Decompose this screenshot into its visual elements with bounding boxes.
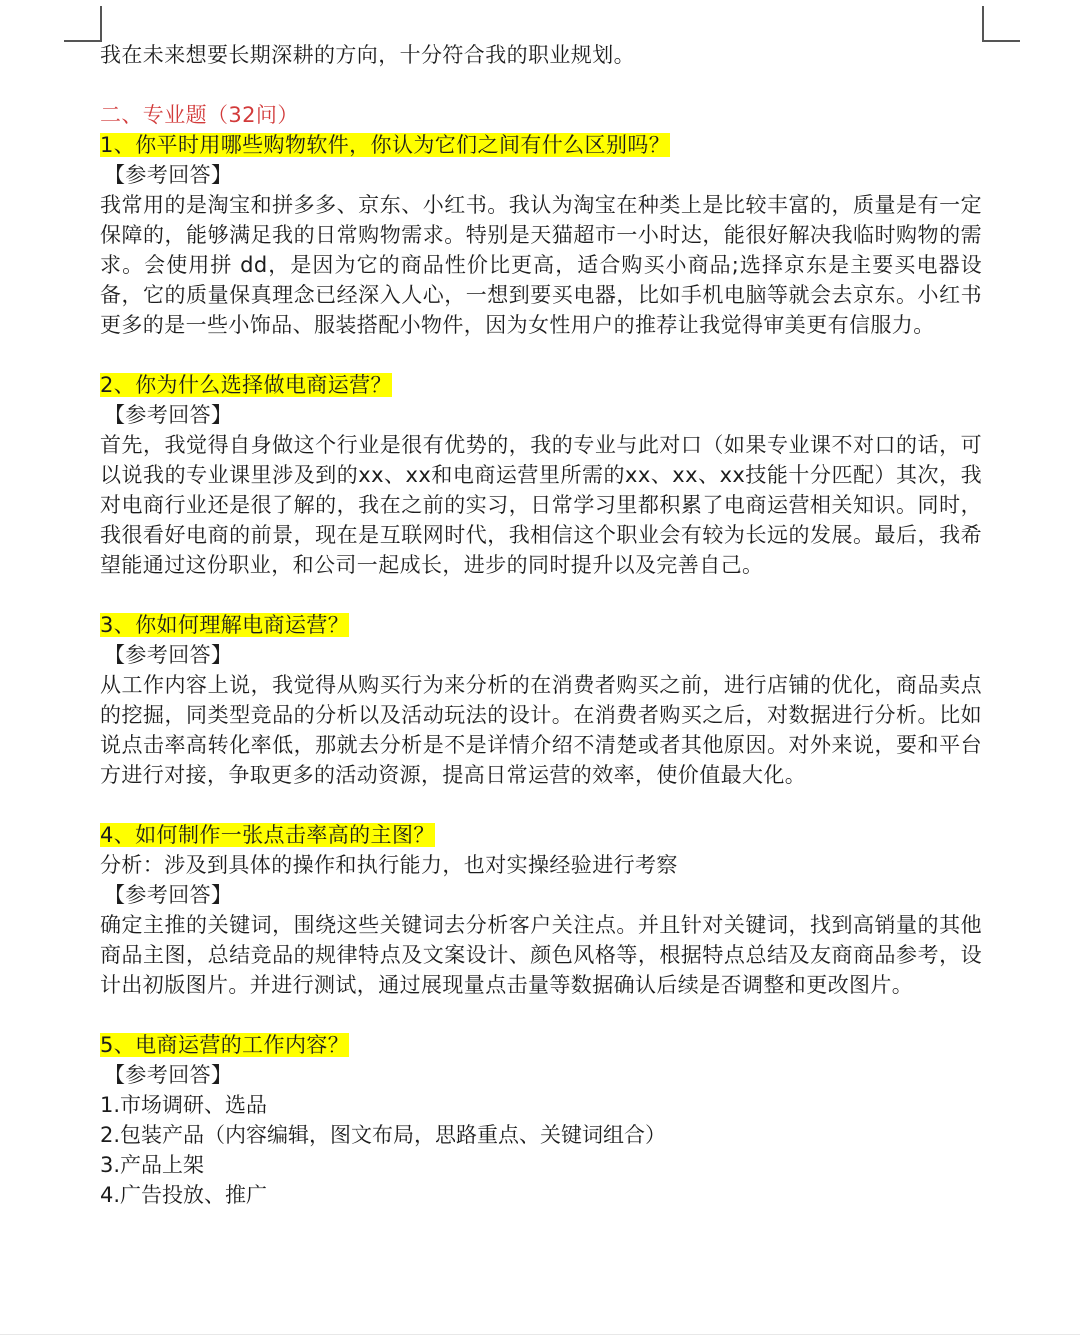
list-item: 1.市场调研、选品 [100, 1093, 268, 1117]
question-title: 1、你平时用哪些购物软件，你认为它们之间有什么区别吗？ [100, 133, 671, 157]
spacer [100, 580, 982, 610]
answer-label: 【参考回答】 [104, 403, 233, 427]
question-3 [100, 610, 982, 640]
page-corner-mark-right [982, 6, 1020, 42]
question-4 [100, 820, 982, 850]
answer-label: 【参考回答】 [104, 1063, 233, 1087]
page-corner-mark-left [64, 6, 102, 42]
analysis-text: 分析：涉及到具体的操作和执行能力，也对实操经验进行考察 [100, 853, 678, 877]
list-item: 4.广告投放、推广 [100, 1183, 268, 1207]
spacer [100, 70, 982, 100]
spacer [100, 790, 982, 820]
answer-text: 首先，我觉得自身做这个行业是很有优势的，我的专业与此对口（如果专业课不对口的话，可以说我的专业课里涉及到的xx、xx和电商运营里所需的xx、xx、xx技能十分匹配）其次，我对电商行业还是很了解的，我在之前的实习，日常学习里都积累了电商运营相关知识。同时，我很看好电商的前景，现在是互联网时代，我相信这个职业会有较为长远的发展。最后，我希望能通过这份职业，和公司一起成长，进步的同时提升以及完善自己。 [100, 433, 982, 577]
question-2 [100, 370, 982, 400]
answer-text: 确定主推的关键词，围绕这些关键词去分析客户关注点。并且针对关键词，找到高销量的其他商品主图，总结竞品的规律特点及文案设计、颜色风格等，根据特点总结及友商商品参考，设计出初版图片。并进行测试，通过展现量点击量等数据确认后续是否调整和更改图片。 [100, 913, 982, 997]
answer-label: 【参考回答】 [104, 163, 233, 187]
question-5 [100, 1030, 982, 1060]
question-title: 3、你如何理解电商运营？ [100, 613, 350, 637]
spacer [100, 340, 982, 370]
answer-text: 从工作内容上说，我觉得从购买行为来分析的在消费者购买之前，进行店铺的优化，商品卖点的挖掘，同类型竞品的分析以及活动玩法的设计。在消费者购买之后，对数据进行分析。比如说点击率高转化率低，那就去分析是不是详情介绍不清楚或者其他原因。对外来说，要和平台方进行对接，争取更多的活动资源，提高日常运营的效率，使价值最大化。 [100, 673, 982, 787]
question-1 [100, 130, 982, 160]
answer-label: 【参考回答】 [104, 883, 233, 907]
answer-text: 我常用的是淘宝和拼多多、京东、小红书。我认为淘宝在种类上是比较丰富的，质量是有一定保障的，能够满足我的日常购物需求。特别是天猫超市一小时达，能很好解决我临时购物的需求。会使用拼 dd，是因为它的商品性价比更高，适合购买小商品;选择京东是主要买电器设备，它的质量保真理念已经深入人心，一想到要买电器，比如手机电脑等就会去京东。小红书更多的是一些小饰品、服装搭配小物件，因为女性用户的推荐让我觉得审美更有信服力。 [100, 193, 982, 337]
section-title: 二、专业题（32问） [100, 103, 299, 127]
question-title: 5、电商运营的工作内容？ [100, 1033, 350, 1057]
spacer [100, 1000, 982, 1030]
list-item: 2.包装产品（内容编辑，图文布局，思路重点、关键词组合） [100, 1123, 667, 1147]
document-page [100, 40, 982, 1210]
question-title: 2、你为什么选择做电商运营？ [100, 373, 392, 397]
list-item: 3.产品上架 [100, 1153, 205, 1177]
question-title: 4、如何制作一张点击率高的主图？ [100, 823, 435, 847]
intro-line: 我在未来想要长期深耕的方向，十分符合我的职业规划。 [100, 43, 635, 67]
answer-label: 【参考回答】 [104, 643, 233, 667]
